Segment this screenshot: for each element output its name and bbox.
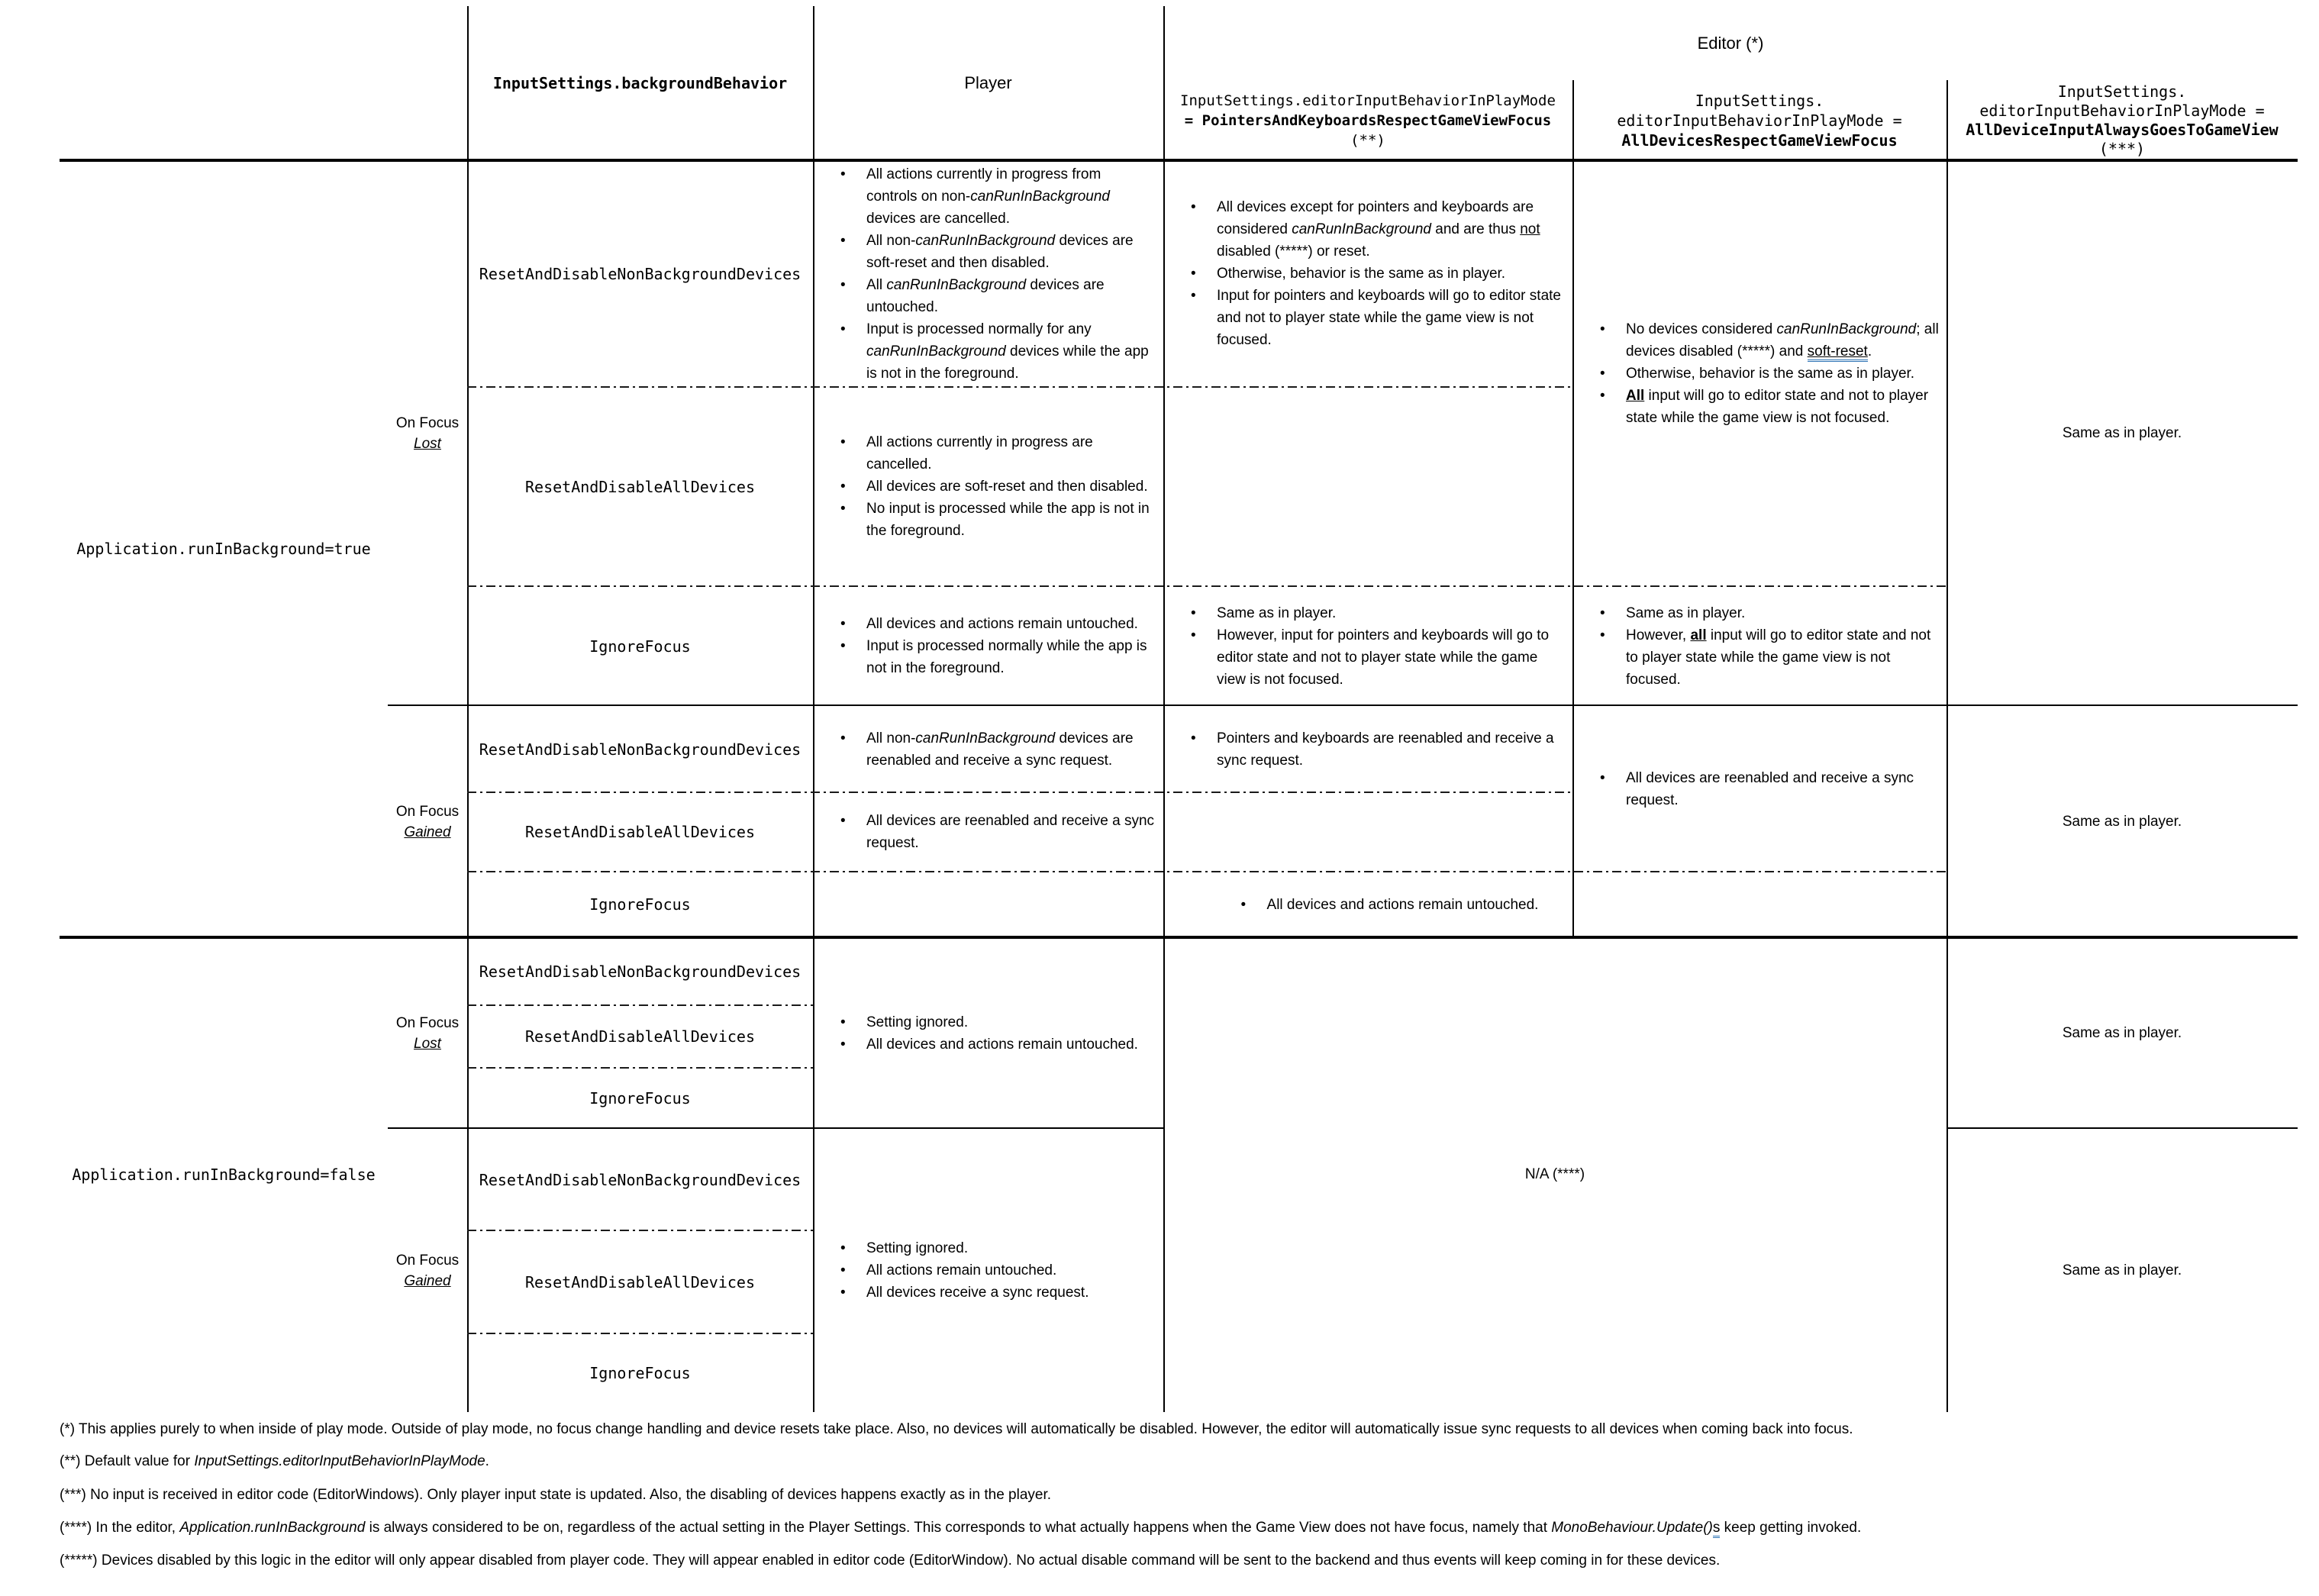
bullet-item	[1599, 767, 1939, 811]
bullet-list	[1190, 602, 1565, 691]
cell-player-false-gained	[813, 1129, 1163, 1412]
text-segment: input will go to editor state and not to player state while the game view is not focused.	[1626, 387, 1929, 426]
text-segment: (**)	[1350, 131, 1385, 149]
text-segment: All	[866, 276, 887, 293]
text-line	[414, 434, 441, 454]
cell-true-gained-ignore-merged	[813, 872, 1946, 937]
bullet-item	[840, 230, 1156, 274]
text-segment: All non-	[866, 730, 916, 746]
bullet-item	[1190, 602, 1565, 624]
bullet-item	[1599, 363, 1939, 385]
bullet-item	[1599, 602, 1939, 624]
text-segment: InputSettings.	[1695, 91, 1824, 110]
text-segment: Setting ignored.	[866, 1240, 969, 1256]
text-segment: editorInputBehaviorInPlayMode =	[1979, 101, 2265, 120]
bullet-item	[840, 810, 1156, 854]
text-segment: devices while the app is not in the foreground.	[866, 343, 1149, 382]
text-segment: s	[1713, 1520, 1721, 1538]
text-segment: ; all devices disabled (*****) and	[1626, 321, 1939, 360]
bullet-item	[840, 476, 1156, 498]
text-segment: Same as in player.	[1626, 605, 1746, 621]
text-segment: All devices receive a sync request.	[866, 1285, 1089, 1301]
text-segment: No devices considered	[1626, 321, 1777, 337]
run-in-background-true-label: Application.runInBackground=true	[76, 540, 371, 558]
bullet-list	[1240, 894, 1539, 916]
row-label-on-focus-lost-false	[388, 937, 467, 1129]
bullet-item	[1240, 894, 1539, 916]
text-segment: (*****) Devices disabled by this logic in the editor will only appear disabled from player code. They will appear enabled in editor code (EditorWindow). No actual disable command will be sent to the backend and thus events will keep coming in for these devices.	[60, 1552, 1721, 1569]
behavior-reset-all-false-gained	[467, 1230, 813, 1333]
na-label: N/A (****)	[1524, 1166, 1585, 1182]
text-segment: disabled (*****) or reset.	[1217, 243, 1370, 260]
footnote-2	[60, 1453, 2288, 1470]
bullet-list	[840, 1011, 1156, 1056]
text-segment: devices are cancelled.	[866, 210, 1010, 227]
text-segment: Same as in player.	[1217, 605, 1337, 621]
bullet-item	[1190, 727, 1565, 772]
cell-editor3-true-gained	[1946, 706, 2298, 937]
same-as-player-label: Same as in player.	[2062, 424, 2182, 441]
text-line	[2058, 82, 2187, 102]
text-line	[404, 822, 450, 843]
cell-player-true-lost-reset-non-bg	[813, 160, 1163, 387]
text-line	[1180, 91, 1556, 111]
bullet-list	[1599, 767, 1939, 811]
behavior-reset-non-bg-false-gained	[467, 1129, 813, 1230]
row-label-on-focus-lost-true	[388, 160, 467, 706]
text-segment: Gained	[404, 824, 451, 840]
behavior-ignore-true-gained	[467, 872, 813, 937]
text-segment: All devices except for pointers and keyboards are considered	[1217, 199, 1534, 237]
bullet-list	[1190, 727, 1565, 772]
text-line	[396, 1250, 459, 1271]
text-segment: (****) In the editor,	[60, 1520, 180, 1536]
bullet-list	[840, 163, 1156, 385]
behavior-reset-non-bg-true-gained	[467, 706, 813, 792]
row-label-run-in-background-false	[60, 937, 388, 1412]
text-segment: canRunInBackground	[1292, 221, 1431, 237]
behavior-label: ResetAndDisableNonBackgroundDevices	[479, 1170, 801, 1189]
bullet-item	[840, 635, 1156, 679]
bullet-item	[840, 498, 1156, 542]
same-as-player-label: Same as in player.	[2062, 1262, 2182, 1278]
cell-editor3-false-gained	[1946, 1129, 2298, 1412]
footnote-1	[60, 1421, 2288, 1438]
text-line	[1621, 131, 1897, 150]
text-segment: All devices are reenabled and receive a sync request.	[1626, 769, 1914, 808]
bullet-list	[840, 727, 1156, 772]
text-segment: editorInputBehaviorInPlayMode =	[1617, 111, 1902, 130]
bullet-item	[840, 1259, 1156, 1282]
cell-player-true-lost-reset-all	[813, 387, 1163, 586]
text-segment: AllDeviceInputAlwaysGoesToGameView	[1966, 120, 2279, 139]
text-line	[396, 1013, 459, 1033]
run-in-background-false-label: Application.runInBackground=false	[72, 1166, 376, 1184]
bullet-item	[1599, 624, 1939, 691]
text-line	[1979, 102, 2264, 121]
text-line	[404, 1271, 450, 1291]
bullet-item	[840, 274, 1156, 318]
bullet-item	[840, 431, 1156, 476]
text-segment: However, input for pointers and keyboards will go to editor state and not to player state while the game view is not focused.	[1217, 627, 1550, 688]
row-label-on-focus-gained-true	[388, 706, 467, 937]
same-as-player-label: Same as in player.	[2062, 813, 2182, 830]
bullet-item	[840, 1282, 1156, 1304]
behavior-reset-all-true-lost	[467, 387, 813, 586]
bullet-item	[1190, 624, 1565, 691]
bullet-list	[840, 810, 1156, 854]
behavior-label: ResetAndDisableAllDevices	[524, 1272, 756, 1291]
cell-editor3-true-lost	[1946, 160, 2298, 706]
bullet-item	[840, 613, 1156, 635]
text-line	[1617, 111, 1901, 131]
header-background-behavior-label: InputSettings.backgroundBehavior	[492, 74, 788, 92]
text-segment: All	[1626, 387, 1645, 404]
text-segment: All non-	[866, 232, 916, 249]
cell-player-true-lost-ignore	[813, 586, 1163, 706]
row-label-run-in-background-true	[60, 160, 388, 937]
text-segment: keep getting invoked.	[1720, 1520, 1862, 1536]
cell-player-true-gained-reset-non-bg	[813, 706, 1163, 792]
text-segment: All actions currently in progress are cancelled.	[866, 434, 1093, 472]
cell-editor2-true-lost-ignore	[1572, 586, 1946, 706]
text-segment: canRunInBackground	[915, 730, 1056, 746]
behavior-ignore-false-lost	[467, 1068, 813, 1129]
text-line	[414, 1033, 441, 1054]
bullet-list	[1599, 318, 1939, 429]
text-segment: Input is processed normally while the app is not in the foreground.	[866, 638, 1147, 676]
cell-editor2-true-gained-merged	[1572, 706, 1946, 872]
cell-player-false-lost	[813, 937, 1163, 1129]
text-segment: (**) Default value for	[60, 1453, 195, 1469]
text-line	[396, 413, 459, 434]
text-segment: InputSettings.	[2057, 82, 2187, 101]
soft-reset-link[interactable]: soft-reset	[1808, 343, 1868, 362]
behavior-label: IgnoreFocus	[589, 895, 691, 914]
cell-player-true-gained-reset-all	[813, 792, 1163, 872]
header-editor-col2	[1572, 80, 1946, 160]
text-segment: all	[1690, 627, 1707, 643]
text-segment: is always considered to be on, regardless of the actual setting in the Player Settings. This corresponds to what actually happens when the Game View does not have focus, namely that	[365, 1520, 1552, 1536]
text-segment: MonoBehaviour.Update()	[1551, 1520, 1713, 1536]
text-segment: (***) No input is received in editor code (EditorWindows). Only player input state is updated. Also, the disabling of devices happens exactly as in the player.	[60, 1487, 1052, 1503]
text-segment: and are thus	[1430, 221, 1521, 237]
header-player	[813, 6, 1163, 160]
header-editor-group	[1163, 6, 2298, 80]
text-line	[396, 801, 459, 822]
footnote-4	[60, 1520, 2288, 1536]
header-editor-col3	[1946, 80, 2298, 160]
behavior-label: ResetAndDisableAllDevices	[524, 823, 756, 841]
text-line	[1350, 131, 1385, 150]
text-segment: On Focus	[395, 1014, 460, 1031]
behavior-label: IgnoreFocus	[589, 1363, 691, 1382]
row-label-on-focus-gained-false	[388, 1129, 467, 1412]
text-segment: All devices are reenabled and receive a sync request.	[866, 813, 1155, 851]
cell-editor1-true-lost-ignore	[1163, 586, 1572, 706]
behavior-label: ResetAndDisableNonBackgroundDevices	[479, 264, 801, 283]
text-segment: Pointers and keyboards are reenabled and receive a sync request.	[1217, 730, 1554, 769]
text-segment: On Focus	[395, 414, 460, 431]
header-editor-group-label: Editor (*)	[1697, 33, 1764, 53]
text-segment: All devices and actions remain untouched.	[866, 1036, 1138, 1053]
behavior-reset-all-false-lost	[467, 1005, 813, 1068]
text-segment: (*) This applies purely to when inside of play mode. Outside of play mode, no focus change handling and device resets take place. Also, no devices will automatically be disabled. However, the editor will automatically issue sync requests to all devices when coming back into focus.	[60, 1421, 1853, 1437]
text-segment: devices are reenabled and receive a sync request.	[866, 730, 1134, 769]
text-segment: .	[485, 1453, 489, 1469]
bullet-item	[1190, 196, 1565, 263]
text-segment: All devices and actions remain untouched.	[1266, 896, 1539, 913]
text-segment: canRunInBackground	[866, 343, 1006, 360]
text-segment: Otherwise, behavior is the same as in player.	[1217, 266, 1506, 282]
behavior-label: ResetAndDisableNonBackgroundDevices	[479, 962, 801, 981]
text-segment: However,	[1626, 627, 1691, 643]
text-segment: (***)	[2098, 139, 2146, 158]
text-segment: All actions remain untouched.	[866, 1262, 1057, 1278]
text-segment: Setting ignored.	[866, 1014, 969, 1030]
text-segment: InputSettings.editorInputBehaviorInPlayMode	[194, 1453, 485, 1469]
behavior-ignore-false-gained	[467, 1333, 813, 1412]
bullet-list	[840, 613, 1156, 679]
bullet-item	[840, 163, 1156, 230]
header-editor-col1	[1163, 80, 1572, 160]
bullet-list	[840, 1237, 1156, 1304]
cell-editor3-false-lost	[1946, 937, 2298, 1129]
bullet-item	[1599, 385, 1939, 429]
text-line	[1695, 91, 1824, 111]
cell-editor-false-na	[1163, 937, 1946, 1412]
text-segment: Application.runInBackground	[179, 1520, 366, 1536]
footnote-5	[60, 1552, 2288, 1569]
bullet-item	[1190, 263, 1565, 285]
header-player-label: Player	[964, 73, 1012, 92]
footnote-3	[60, 1487, 2288, 1504]
text-segment: devices are untouched.	[866, 276, 1105, 315]
cell-editor1-true-lost-reset-non-bg	[1163, 160, 1572, 387]
text-segment: canRunInBackground	[1776, 321, 1917, 337]
text-segment: Lost	[414, 1035, 441, 1052]
text-segment: No input is processed while the app is not in the foreground.	[866, 501, 1150, 539]
cell-editor1-true-gained-reset-non-bg	[1163, 706, 1572, 792]
text-segment: On Focus	[395, 803, 460, 820]
behavior-label: ResetAndDisableNonBackgroundDevices	[479, 740, 801, 759]
text-segment: All devices are soft-reset and then disabled.	[866, 479, 1148, 495]
header-background-behavior	[467, 6, 813, 160]
behavior-reset-non-bg-true-lost	[467, 160, 813, 387]
behavior-label: IgnoreFocus	[589, 1089, 691, 1108]
text-segment: On Focus	[395, 1252, 460, 1269]
text-segment: canRunInBackground	[886, 276, 1027, 293]
text-segment: Lost	[414, 435, 441, 452]
cell-editor2-true-lost-merged	[1572, 160, 1946, 586]
text-segment: Gained	[404, 1272, 451, 1289]
bullet-list	[1599, 602, 1939, 691]
bullet-item	[1599, 318, 1939, 363]
behavior-label: ResetAndDisableAllDevices	[524, 1027, 756, 1046]
bullet-list	[1190, 196, 1565, 351]
text-segment: input will go to editor state and not to player state while the game view is not focused.	[1626, 627, 1931, 688]
bullet-item	[1190, 285, 1565, 351]
bullet-list	[840, 431, 1156, 542]
bullet-item	[840, 727, 1156, 772]
text-segment: Input for pointers and keyboards will go to editor state and not to player state while the game view is not focused.	[1217, 288, 1561, 348]
text-segment: canRunInBackground	[970, 188, 1110, 205]
bullet-item	[840, 1011, 1156, 1033]
same-as-player-label: Same as in player.	[2062, 1024, 2182, 1041]
text-segment: Input is processed normally for any	[866, 321, 1092, 337]
text-segment: All actions currently in progress from controls on non-	[866, 166, 1101, 205]
behavior-label: ResetAndDisableAllDevices	[524, 477, 756, 496]
text-segment: = PointersAndKeyboardsRespectGameViewFocus	[1184, 111, 1552, 129]
text-segment: not	[1520, 221, 1540, 237]
bullet-item	[840, 318, 1156, 385]
text-segment: canRunInBackground	[915, 232, 1056, 249]
text-segment: InputSettings.editorInputBehaviorInPlayMode	[1180, 92, 1556, 109]
behavior-label: IgnoreFocus	[589, 637, 691, 656]
behavior-reset-non-bg-false-lost	[467, 937, 813, 1005]
behavior-ignore-true-lost	[467, 586, 813, 706]
bullet-item	[840, 1237, 1156, 1259]
text-segment: All devices and actions remain untouched.	[866, 616, 1138, 632]
bullet-item	[840, 1033, 1156, 1056]
text-line	[1966, 121, 2278, 140]
text-segment: Otherwise, behavior is the same as in player.	[1626, 365, 1915, 382]
text-line	[1185, 111, 1551, 131]
behavior-reset-all-true-gained	[467, 792, 813, 872]
text-segment: AllDevicesRespectGameViewFocus	[1621, 131, 1898, 150]
text-line	[2099, 140, 2145, 159]
text-segment: devices are soft-reset and then disabled.	[866, 232, 1134, 271]
text-segment: .	[1867, 343, 1872, 360]
